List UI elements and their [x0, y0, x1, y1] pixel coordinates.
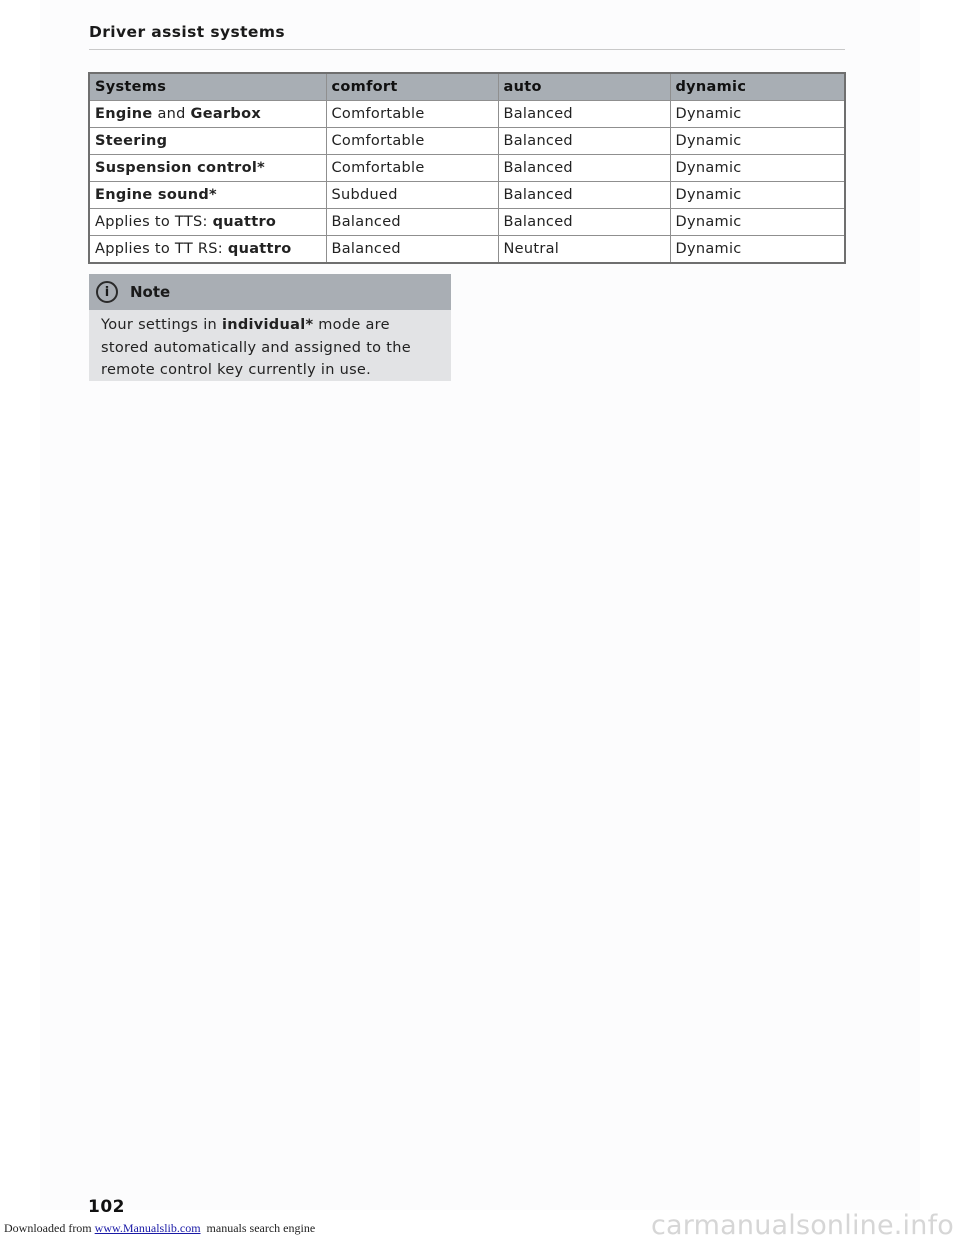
- column-header-comfort: comfort: [326, 73, 498, 101]
- column-header-dynamic: dynamic: [670, 73, 845, 101]
- manualslib-link[interactable]: www.Manualslib.com: [94, 1221, 201, 1235]
- system-name: Gearbox: [190, 106, 262, 122]
- column-header-auto: auto: [498, 73, 670, 101]
- auto-cell: Balanced: [498, 155, 670, 182]
- watermark: carmanualsonline.info: [651, 1210, 954, 1241]
- note-text-end: mode are stored automatically and assigned to the remote control key currently in use.: [101, 317, 416, 378]
- drive-mode-table: [88, 72, 846, 264]
- comfort-cell: Subdued: [326, 182, 498, 209]
- footer-prefix: Downloaded from: [4, 1221, 95, 1235]
- header-divider: [89, 49, 845, 50]
- comfort-cell: Balanced: [326, 236, 498, 264]
- table-row: [89, 182, 845, 209]
- system-name: quattro: [227, 241, 292, 257]
- dynamic-cell: Dynamic: [670, 101, 845, 128]
- auto-cell: Neutral: [498, 236, 670, 264]
- dynamic-cell: Dynamic: [670, 236, 845, 264]
- table-row: [89, 128, 845, 155]
- table-row: [89, 155, 845, 182]
- dynamic-cell: Dynamic: [670, 209, 845, 236]
- system-name: Engine: [95, 106, 153, 122]
- info-icon: i: [96, 281, 118, 303]
- note-mode-name: individual*: [221, 317, 314, 333]
- system-cell: [89, 128, 326, 155]
- note-text-start: Your settings in: [101, 317, 222, 333]
- note-title: Note: [130, 283, 171, 301]
- dynamic-cell: Dynamic: [670, 182, 845, 209]
- comfort-cell: Balanced: [326, 209, 498, 236]
- system-name: Steering: [95, 133, 168, 149]
- system-cell: [89, 209, 326, 236]
- system-name: quattro: [212, 214, 277, 230]
- table-row: [89, 236, 845, 264]
- system-name: Suspension control*: [95, 160, 266, 176]
- comfort-cell: Comfortable: [326, 128, 498, 155]
- system-cell: [89, 236, 326, 264]
- system-cell: [89, 101, 326, 128]
- auto-cell: Balanced: [498, 128, 670, 155]
- note-box: [89, 274, 451, 381]
- section-title: Driver assist systems: [89, 23, 285, 41]
- auto-cell: Balanced: [498, 101, 670, 128]
- page-number: 102: [88, 1197, 125, 1217]
- system-prefix: Applies to TT RS:: [95, 241, 228, 257]
- auto-cell: Balanced: [498, 182, 670, 209]
- auto-cell: Balanced: [498, 209, 670, 236]
- table-row: [89, 101, 845, 128]
- note-header: [89, 274, 451, 310]
- note-text: [89, 310, 451, 382]
- download-footer: [4, 1221, 315, 1236]
- comfort-cell: Comfortable: [326, 155, 498, 182]
- dynamic-cell: Dynamic: [670, 155, 845, 182]
- system-name: Engine sound*: [95, 187, 217, 203]
- system-cell: [89, 155, 326, 182]
- table-header-row: [89, 73, 845, 101]
- column-header-systems: Systems: [89, 73, 326, 101]
- comfort-cell: Comfortable: [326, 101, 498, 128]
- system-prefix: Applies to TTS:: [95, 214, 213, 230]
- system-cell: [89, 182, 326, 209]
- dynamic-cell: Dynamic: [670, 128, 845, 155]
- footer-suffix: manuals search engine: [200, 1221, 316, 1235]
- table-row: [89, 209, 845, 236]
- system-connector: and: [152, 106, 191, 122]
